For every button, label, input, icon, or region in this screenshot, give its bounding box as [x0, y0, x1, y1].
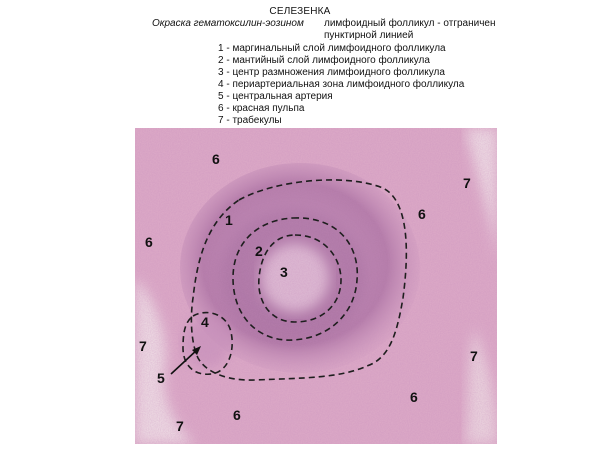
- label-mantle-zone: 2: [255, 243, 263, 259]
- legend-item-5: 5 - центральная артерия: [218, 91, 333, 102]
- micrograph-svg: [135, 128, 497, 444]
- label-red-pulp-bottom: 6: [233, 407, 241, 423]
- legend-item-7: 7 - трабекулы: [218, 115, 282, 126]
- follicle-note: лимфоидный фолликул - отграничен пунктирной линией: [324, 18, 496, 41]
- label-central-artery: 5: [157, 370, 165, 386]
- label-red-pulp-left: 6: [145, 234, 153, 250]
- tissue-grain: [135, 128, 497, 444]
- label-red-pulp-top: 6: [212, 151, 220, 167]
- label-trabecula-right: 7: [470, 348, 478, 364]
- label-marginal-zone: 1: [225, 212, 233, 228]
- stain-caption: Окраска гематоксилин-эозином: [152, 18, 304, 29]
- label-germinal-center: 3: [280, 264, 288, 280]
- figure-title: СЕЛЕЗЕНКА: [269, 6, 331, 17]
- legend-item-1: 1 - маргинальный слой лимфоидного фолликула: [218, 43, 446, 54]
- legend-item-4: 4 - периартериальная зона лимфоидного фолликула: [218, 79, 465, 90]
- label-red-pulp-right: 6: [418, 206, 426, 222]
- label-periarterial-zone: 4: [201, 314, 209, 330]
- label-red-pulp-bottom-right: 6: [410, 389, 418, 405]
- legend-item-2: 2 - мантийный слой лимфоидного фолликула: [218, 55, 430, 66]
- legend-item-3: 3 - центр размножения лимфоидного фолликула: [218, 67, 445, 78]
- label-trabecula-left: 7: [139, 338, 147, 354]
- label-trabecula-top-right: 7: [463, 175, 471, 191]
- micrograph: [135, 128, 497, 444]
- label-trabecula-bottom: 7: [176, 418, 184, 434]
- legend-item-6: 6 - красная пульпа: [218, 103, 305, 114]
- legend-list: [218, 43, 464, 127]
